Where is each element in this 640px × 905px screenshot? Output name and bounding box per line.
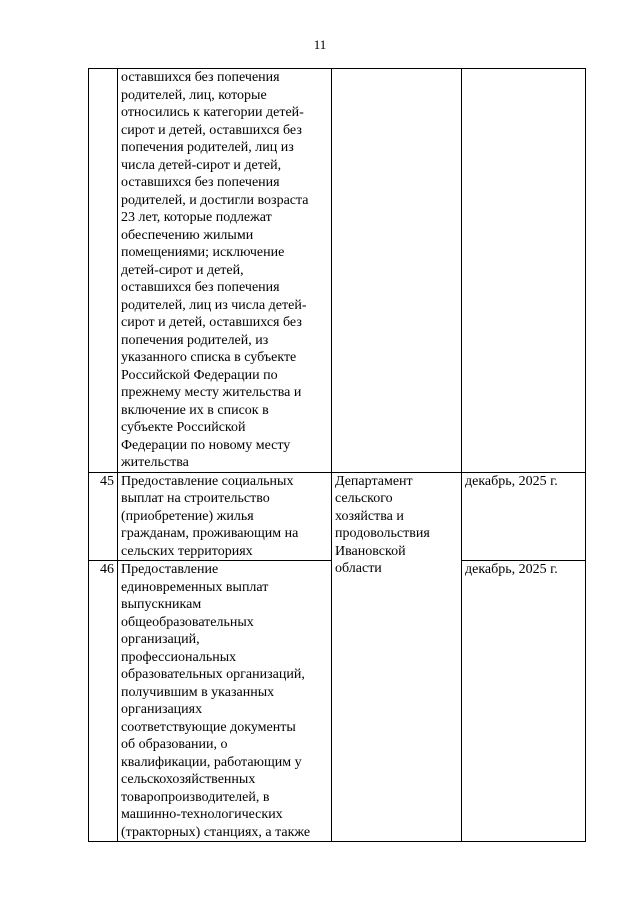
description-line: родителей, лиц из числа детей- xyxy=(121,297,307,313)
description-line: единовременных выплат xyxy=(121,579,269,595)
description-line: выплат на строительство xyxy=(121,491,270,506)
row-number-cell xyxy=(89,561,118,842)
description-cell xyxy=(118,472,332,561)
plan-table xyxy=(88,68,586,842)
description-line: относились к категории детей- xyxy=(121,105,304,120)
description-line: товаропроизводителей, в xyxy=(121,789,270,805)
description-line: профессиональных xyxy=(121,649,237,665)
description-line: машинно-технологических xyxy=(121,807,283,822)
description-line: получившим в указанных xyxy=(121,684,275,700)
description-line: Предоставление xyxy=(121,562,219,577)
description-line: включение их в список в xyxy=(121,402,269,418)
description-line: Предоставление социальных xyxy=(121,473,294,489)
description-line: гражданам, проживающим на xyxy=(121,526,299,541)
deadline-cell xyxy=(462,561,586,842)
responsible-line: области xyxy=(335,561,382,576)
row-number: 45 xyxy=(100,473,114,489)
description-line: Федерации по новому месту xyxy=(121,437,291,453)
description-line: сельских территориях xyxy=(121,543,253,559)
description-line: соответствующие документы xyxy=(121,719,296,735)
description-line: организациях xyxy=(121,702,203,717)
description-line: образовательных организаций, xyxy=(121,667,305,682)
description-line: квалификации, работающим у xyxy=(121,754,302,770)
deadline: декабрь, 2025 г. xyxy=(465,473,558,489)
responsible-cell xyxy=(332,472,462,842)
description-line: попечения родителей, лиц из xyxy=(121,140,294,155)
responsible-line: хозяйства и xyxy=(335,508,404,524)
description-line: общеобразовательных xyxy=(121,614,254,630)
description-line: оставшихся без попечения xyxy=(121,175,280,190)
description-line: сирот и детей, оставшихся без xyxy=(121,315,302,330)
description-line: (тракторных) станциях, а также xyxy=(121,824,311,840)
description-line: оставшихся без попечения xyxy=(121,70,280,85)
description-line: помещениями; исключение xyxy=(121,245,285,260)
description-line: 23 лет, которые подлежат xyxy=(121,210,272,225)
responsible-line: Ивановской xyxy=(335,543,406,559)
row-number: 46 xyxy=(100,562,114,577)
row-number-cell xyxy=(89,472,118,561)
description-line: жительства xyxy=(121,455,189,470)
description-line: (приобретение) жилья xyxy=(121,508,254,524)
description-cell xyxy=(118,561,332,842)
description-line: сирот и детей, оставшихся без xyxy=(121,122,302,138)
description-cell xyxy=(118,69,332,473)
description-line: попечения родителей, из xyxy=(121,332,269,348)
description-line: родителей, лиц, которые xyxy=(121,87,267,103)
description-line: детей-сирот и детей, xyxy=(121,262,244,278)
table-row-45 xyxy=(89,472,586,561)
description-line: организаций, xyxy=(121,632,200,647)
description-line: сельскохозяйственных xyxy=(121,772,256,787)
description-line: выпускникам xyxy=(121,597,202,612)
deadline-cell xyxy=(462,472,586,561)
responsible-line: продовольствия xyxy=(335,526,430,541)
description-line: числа детей-сирот и детей, xyxy=(121,157,282,173)
description-line: об образовании, о xyxy=(121,737,228,752)
description-line: указанного списка в субъекте xyxy=(121,350,297,365)
responsible-line: Департамент xyxy=(335,473,413,489)
description-line: родителей, и достигли возраста xyxy=(121,192,309,208)
page-number: 11 xyxy=(313,37,327,52)
description-line: обеспечению жилыми xyxy=(121,227,254,243)
responsible-cell xyxy=(332,69,462,473)
description-line: прежнему месту жительства и xyxy=(121,385,302,400)
description-line: оставшихся без попечения xyxy=(121,280,280,295)
responsible-line: сельского xyxy=(335,491,393,506)
description-line: субъекте Российской xyxy=(121,420,246,435)
row-number-cell xyxy=(89,69,118,473)
description-line: Российской Федерации по xyxy=(121,367,278,383)
table-row-continuation xyxy=(89,69,586,473)
deadline: декабрь, 2025 г. xyxy=(465,562,558,577)
deadline-cell xyxy=(462,69,586,473)
